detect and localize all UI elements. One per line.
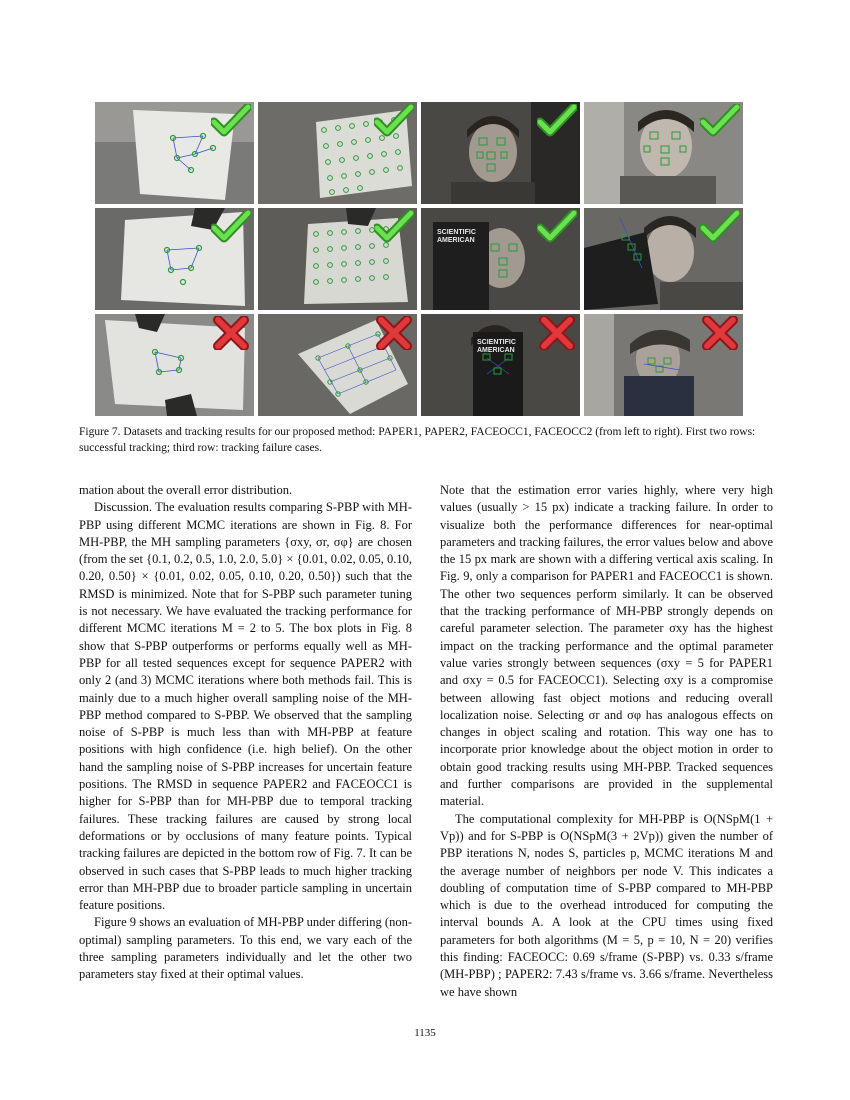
paragraph: mation about the overall error distribution. [79, 483, 293, 497]
magazine-title-line1: SCIENTIFIC [437, 229, 476, 236]
checkmark-icon [211, 210, 251, 244]
checkmark-icon [211, 104, 251, 138]
checkmark-icon [700, 104, 740, 138]
page-number: 1135 [414, 1027, 436, 1039]
panel-paper1-row2 [95, 208, 254, 310]
panel-faceocc1-row2 [421, 208, 580, 310]
magazine-title-line2: AMERICAN [437, 237, 475, 244]
checkmark-icon [374, 104, 414, 138]
panel-paper2-row2 [258, 208, 417, 310]
panel-faceocc2-row2 [584, 208, 743, 310]
cross-icon [700, 316, 740, 350]
figure-caption: Figure 7. Datasets and tracking results for our proposed method: PAPER1, PAPER2, FACEOCC1, FACEOCC2 (from left to right). First two rows: successful tracking; third row: tracking failure cases. [79, 426, 756, 454]
checkmark-icon [537, 210, 577, 244]
panel-paper1-row3 [95, 314, 254, 416]
paragraph-discussion: Discussion. The evaluation results comparing S-PBP with MH-PBP using different MCMC iterations are shown in Fig. 8. For MH-PBP, the MH sampling parameters {σxy, σr, σφ} are chosen (from the set {0.1, 0.2, 0.5, 1.0, 2.0, 5.0} × {0.01, 0.02, 0.05, 0.10, 0.20, 0.50} × {0.01, 0.02, 0.05, 0.10, 0.20, 0.50}) such that the RMSD is minimized. Note that for S-PBP such parameter tuning is not necessary. We have evaluated the tracking performance for different MCMC iterations M = 2 to 5. The box plots in Fig. 8 show that S-PBP outperforms or performs equally well as MH-PBP for all tested sequences except for sequence PAPER2 with only 2 (and 3) MCMC iterations where both methods fail. This is mainly due to a much higher overall sampling noise of the MH-PBP method compared to S-PBP. We observed that the sampling noise of S-PBP is much less than with MH-PBP at feature positions with high confidence (i.e. high belief). On the other hand the sampling noise of S-PBP increases for uncertain feature positions. The RMSD in sequence PAPER2 and FACEOCC1 is higher for S-PBP than for MH-PBP due to temporal tracking failures. These tracking failures are caused by strong local deformations or by occlusions of many feature points. Typical tracking failures are depicted in the bottom row of Fig. 7. It can be observed in such cases that S-PBP leads to much higher tracking error than MH-PBP due to broader particle sampling in uncertain feature positions. [79, 500, 412, 913]
panel-paper2-row3 [258, 314, 417, 416]
right-column [440, 482, 773, 1001]
checkmark-icon [700, 210, 740, 244]
paragraph: Figure 9 shows an evaluation of MH-PBP under differing (non-optimal) sampling parameters. To this end, we vary each of the three sampling parameters individually and let the other two parameters stay fixed at their optimal values. [79, 915, 412, 982]
cross-icon [537, 316, 577, 350]
paragraph: Note that the estimation error varies highly, where very high values (usually > 15 px) indicate a tracking failure. In order to visualize both the performance differences for near-optimal parameters and tracking failures, the error values below and above the 15 px mark are shown with a differing vertical axis scaling. In Fig. 9, only a comparison for PAPER1 and FACEOCC1 is shown. The other two sequences perform similarly. It can be observed that the tracking performance of MH-PBP strongly depends on careful parameter selection. The parameter σxy has the highest impact on the tracking performance and the optimal parameter value varies strongly between sequences (σxy = 5 for PAPER1 and σxy = 0.5 for FACEOCC1). Selecting σxy is a compromise between allowing fast object motions and reducing overall localization noise. Selecting σr and σφ has analogous effects on changes in object scaling and rotation. This way one has to incorporate prior knowledge about the object motion in order to obtain good tracking results using MH-PBP. Tracked sequences and further comparisons are provided in the supplemental material. [440, 483, 773, 809]
cross-icon [374, 316, 414, 350]
left-column [79, 482, 412, 984]
magazine-title-line1: SCIENTIFIC [477, 339, 516, 346]
checkmark-icon [537, 104, 577, 138]
figure-7-grid [95, 102, 744, 420]
panel-paper1-row1 [95, 102, 254, 204]
checkmark-icon [374, 210, 414, 244]
panel-faceocc1-row1 [421, 102, 580, 204]
panel-faceocc1-row3 [421, 314, 580, 416]
panel-faceocc2-row3 [584, 314, 743, 416]
magazine-title-line2: AMERICAN [477, 347, 515, 354]
cross-icon [211, 316, 251, 350]
paragraph: The computational complexity for MH-PBP is O(NSpM(1 + Vp)) and for S-PBP is O(NSpM(3 + 2Vp)) given the number of PBP iterations N, nodes S, particles p, MCMC iterations M and the average number of neighbors per node V. This indicates a doubling of computation time of S-PBP compared to MH-PBP which is due to the overhead introduced for computing the interval bounds A. A look at the CPU times using fixed parameters for both algorithms (M = 5, p = 10, N = 20) verifies this finding: FACEOCC: 0.69 s/frame (S-PBP) vs. 0.33 s/frame (MH-PBP) ; PAPER2: 7.43 s/frame vs. 3.66 s/frame. Nevertheless we have shown [440, 811, 773, 999]
panel-paper2-row1 [258, 102, 417, 204]
panel-faceocc2-row1 [584, 102, 743, 204]
